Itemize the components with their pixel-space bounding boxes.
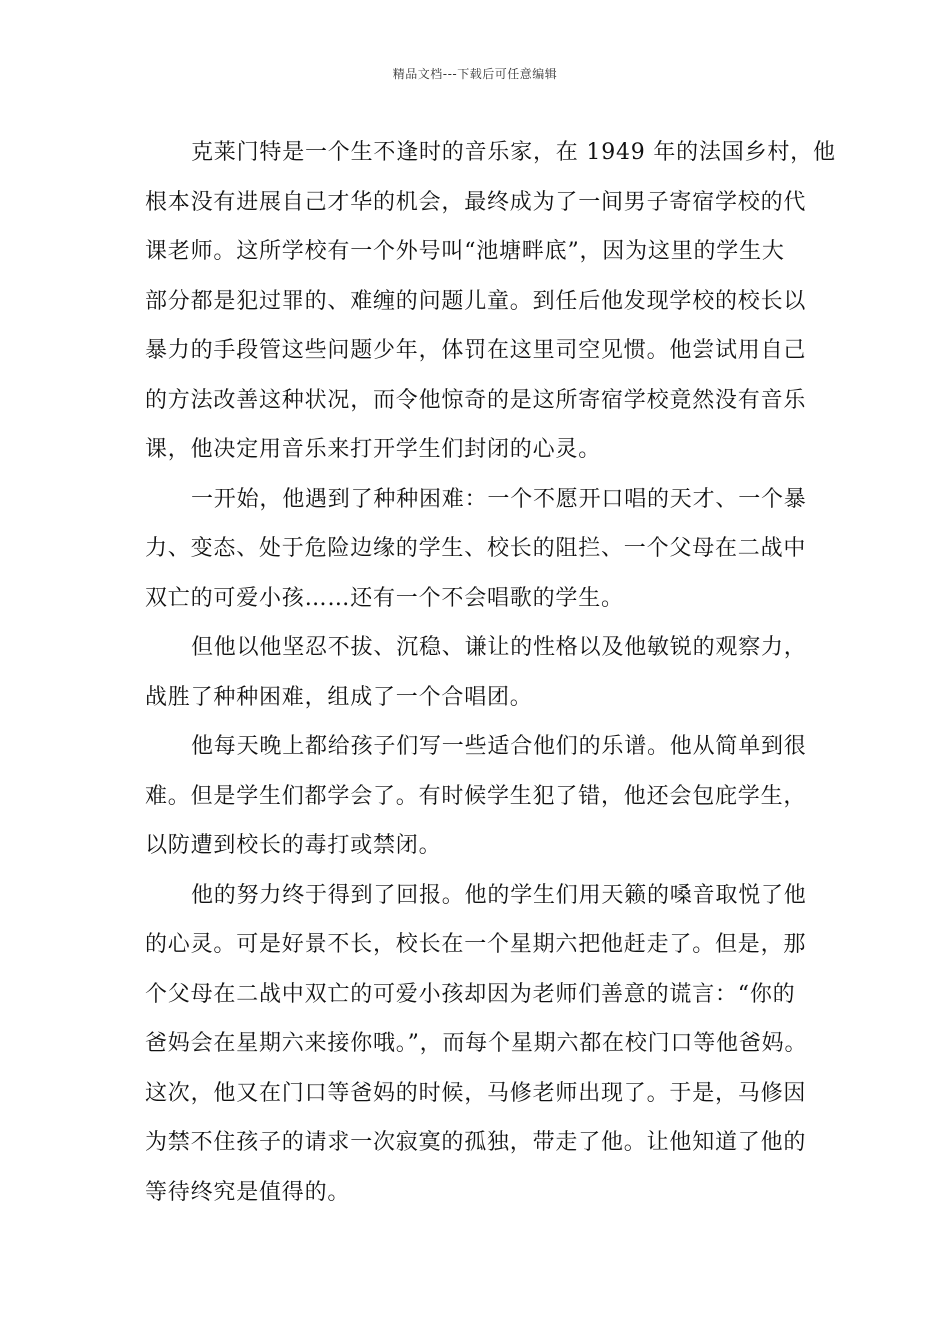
text-line: 力、变态、处于危险边缘的学生、校长的阻拦、一个父母在二战中 [145,536,807,561]
text-line: 课老师。这所学校有一个外号叫“池塘畔底”，因为这里的学生大 [145,239,785,264]
paragraph-1 [145,128,836,475]
paragraph-2 [145,475,825,624]
text-line: 他的努力终于得到了回报。他的学生们用天籁的嗓音取悦了他 [191,882,807,908]
text-line: 一开始，他遇到了种种困难：一个不愿开口唱的天才、一个暴 [191,486,807,512]
paragraph-5 [145,871,825,1218]
text-line: 但他以他坚忍不拔、沉稳、谦让的性格以及他敏锐的观察力， [191,635,807,660]
text-line: 这次，他又在门口等爸妈的时候，马修老师出现了。于是，马修因 [145,1080,807,1106]
paragraph-4 [145,722,825,871]
text-line: 战胜了种种困难，组成了一个合唱团。 [145,684,533,710]
paragraph-3 [145,623,825,722]
text-line: 克莱门特是一个生不逢时的音乐家，在 1949 年的法国乡村，他 [191,140,836,165]
text-line: 难。但是学生们都学会了。有时候学生犯了错，他还会包庇学生， [145,783,807,809]
text-line: 部分都是犯过罪的、难缠的问题儿童。到任后他发现学校的校长以 [145,288,807,314]
text-line: 等待终究是值得的。 [145,1179,351,1205]
document-body [145,128,836,1217]
text-line: 的心灵。可是好景不长，校长在一个星期六把他赶走了。但是，那 [145,932,807,957]
text-line: 个父母在二战中双亡的可爱小孩却因为老师们善意的谎言：“你的 [145,981,796,1007]
text-line: 的方法改善这种状况，而令他惊奇的是这所寄宿学校竟然没有音乐 [145,387,807,413]
text-line: 为禁不住孩子的请求一次寂寞的孤独，带走了他。让他知道了他的 [145,1130,807,1155]
text-line: 他每天晚上都给孩子们写一些适合他们的乐谱。他从简单到很 [191,734,807,759]
text-line: 双亡的可爱小孩……还有一个不会唱歌的学生。 [145,585,624,611]
text-line: 课，他决定用音乐来打开学生们封闭的心灵。 [145,437,602,462]
text-line: 根本没有进展自己才华的机会，最终成为了一间男子寄宿学校的代 [145,189,807,215]
text-line: 暴力的手段管这些问题少年，体罚在这里司空见惯。他尝试用自己 [145,338,807,363]
text-line: 爸妈会在星期六来接你哦。”，而每个星期六都在校门口等他爸妈。 [145,1031,808,1056]
text-line: 以防遭到校长的毒打或禁闭。 [145,833,442,858]
page-header: 精品文档---下载后可任意编辑 [392,67,558,81]
